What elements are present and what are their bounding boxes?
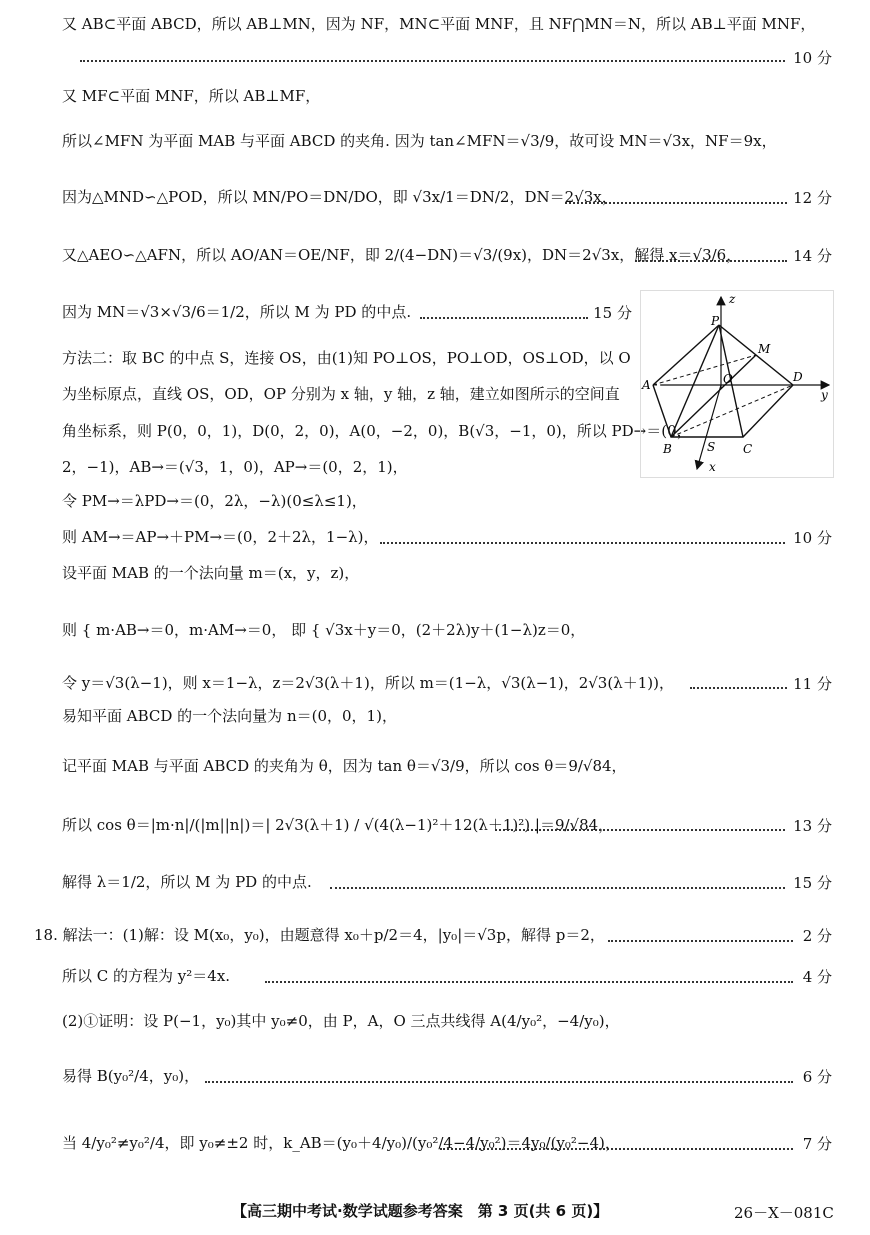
label-M: M <box>758 342 771 356</box>
score-leader <box>380 542 785 544</box>
label-z: z <box>729 292 736 306</box>
score-mark: 15 分 <box>793 874 832 892</box>
label-C: C <box>743 442 753 456</box>
solution-line: 方法二：取 BC 的中点 S，连接 OS，由(1)知 PO⊥OS，PO⊥OD，OS⊥OD，以 O <box>62 349 631 367</box>
label-O: O <box>723 372 733 386</box>
score-leader <box>330 887 785 889</box>
solution-line: 又 MF⊂平面 MNF，所以 AB⊥MF， <box>62 87 321 105</box>
solution-line: 又△AEO∽△AFN，所以 AO/AN＝OE/NF，即 2/(4−DN)＝√3/(9x)，DN＝2√3x，解得 x＝√3/6， <box>62 246 742 264</box>
solution-line: 记平面 MAB 与平面 ABCD 的夹角为 θ，因为 tan θ＝√3/9，所以 cos θ＝9/√84， <box>62 757 627 775</box>
score-leader <box>205 1081 793 1083</box>
page-footer: 【高三期中考试·数学试题参考答案 第 3 页(共 6 页)】 <box>232 1202 609 1220</box>
solution-line: (2)①证明：设 P(−1，y₀)其中 y₀≠0，由 P，A，O 三点共线得 A(4/y₀²，−4/y₀)， <box>62 1012 620 1030</box>
score-mark: 11 分 <box>793 675 832 693</box>
score-leader <box>635 260 787 262</box>
solution-line: 又 AB⊂平面 ABCD，所以 AB⊥MN，因为 NF，MN⊂平面 MNF，且 NF⋂MN＝N，所以 AB⊥平面 MNF， <box>62 15 816 33</box>
solution-line: 因为 MN＝√3×√3/6＝1/2，所以 M 为 PD 的中点. <box>62 303 412 321</box>
score-leader <box>420 317 588 319</box>
solution-line: 2，−1)，AB→＝(√3，1，0)，AP→＝(0，2，1)， <box>62 458 408 476</box>
score-mark: 10 分 <box>793 529 832 547</box>
solution-line: 则 AM→＝AP→＋PM→＝(0，2＋2λ，1−λ)， <box>62 528 379 546</box>
score-leader <box>495 829 785 831</box>
score-leader <box>565 202 787 204</box>
score-leader <box>265 981 793 983</box>
solution-line: 令 y＝√3(λ−1)，则 x＝1−λ，z＝2√3(λ＋1)，所以 m＝(1−λ，√3(λ−1)，2√3(λ＋1))， <box>62 674 674 692</box>
score-leader <box>690 687 787 689</box>
solution-line: 18. 解法一：(1)解：设 M(x₀，y₀)，由题意得 x₀＋p/2＝4，|y₀|＝√3p，解得 p＝2， <box>34 926 605 944</box>
score-mark: 15 分 <box>593 304 632 322</box>
score-mark: 14 分 <box>793 247 832 265</box>
x-axis <box>697 385 721 469</box>
solution-line: 为坐标原点，直线 OS，OD，OP 分别为 x 轴，y 轴，z 轴，建立如图所示的空间直 <box>62 385 620 403</box>
score-mark: 2 分 <box>802 927 832 945</box>
label-y: y <box>821 388 828 402</box>
score-leader <box>440 1148 793 1150</box>
solution-line: 所以∠MFN 为平面 MAB 与平面 ABCD 的夹角. 因为 tan∠MFN＝√3/9，故可设 MN＝√3x，NF＝9x， <box>62 132 777 150</box>
solution-line: 解得 λ＝1/2，所以 M 为 PD 的中点. <box>62 873 312 891</box>
pyramid-figure <box>640 290 834 478</box>
score-mark: 7 分 <box>802 1135 832 1153</box>
solution-line: 所以 cos θ＝|m·n|/(|m||n|)＝| 2√3(λ＋1) / √(4(λ−1)²＋12(λ＋1)²) |＝9/√84， <box>62 816 614 834</box>
label-x: x <box>709 460 716 474</box>
score-mark: 10 分 <box>793 49 832 67</box>
score-mark: 6 分 <box>802 1068 832 1086</box>
solution-line: 因为△MND∽△POD，所以 MN/PO＝DN/DO，即 √3x/1＝DN/2，DN＝2√3x， <box>62 188 617 206</box>
score-mark: 4 分 <box>802 968 832 986</box>
solution-line: 角坐标系，则 P(0，0，1)，D(0，2，0)，A(0，−2，0)，B(√3，−1，0)，所以 PD→＝(0， <box>62 422 692 440</box>
score-mark: 13 分 <box>793 817 832 835</box>
label-S: S <box>707 440 716 454</box>
score-leader <box>608 940 793 942</box>
solution-line: 则 { m·AB→＝0，m·AM→＝0， 即 { √3x＋y＝0，(2＋2λ)y＋(1−λ)z＝0， <box>62 621 586 639</box>
label-P: P <box>711 314 720 328</box>
document-code: 26－X－081C <box>734 1204 834 1222</box>
score-leader <box>80 60 785 62</box>
solution-line: 设平面 MAB 的一个法向量 m＝(x，y，z)， <box>62 564 360 582</box>
solution-line: 易知平面 ABCD 的一个法向量为 n＝(0，0，1)， <box>62 707 397 725</box>
label-B: B <box>663 442 672 456</box>
pyramid-diagram <box>641 291 833 477</box>
solution-line: 易得 B(y₀²/4，y₀)， <box>62 1067 200 1085</box>
solution-line: 所以 C 的方程为 y²＝4x. <box>62 967 231 985</box>
score-mark: 12 分 <box>793 189 832 207</box>
solution-line: 当 4/y₀²≠y₀²/4，即 y₀≠±2 时，k_AB＝(y₀＋4/y₀)/(y₀²/4−4/y₀²)＝4y₀/(y₀²−4)， <box>62 1134 620 1152</box>
solution-line: 令 PM→＝λPD→＝(0，2λ，−λ)(0≤λ≤1)， <box>62 492 367 510</box>
label-D: D <box>793 370 803 384</box>
label-A: A <box>642 378 651 392</box>
